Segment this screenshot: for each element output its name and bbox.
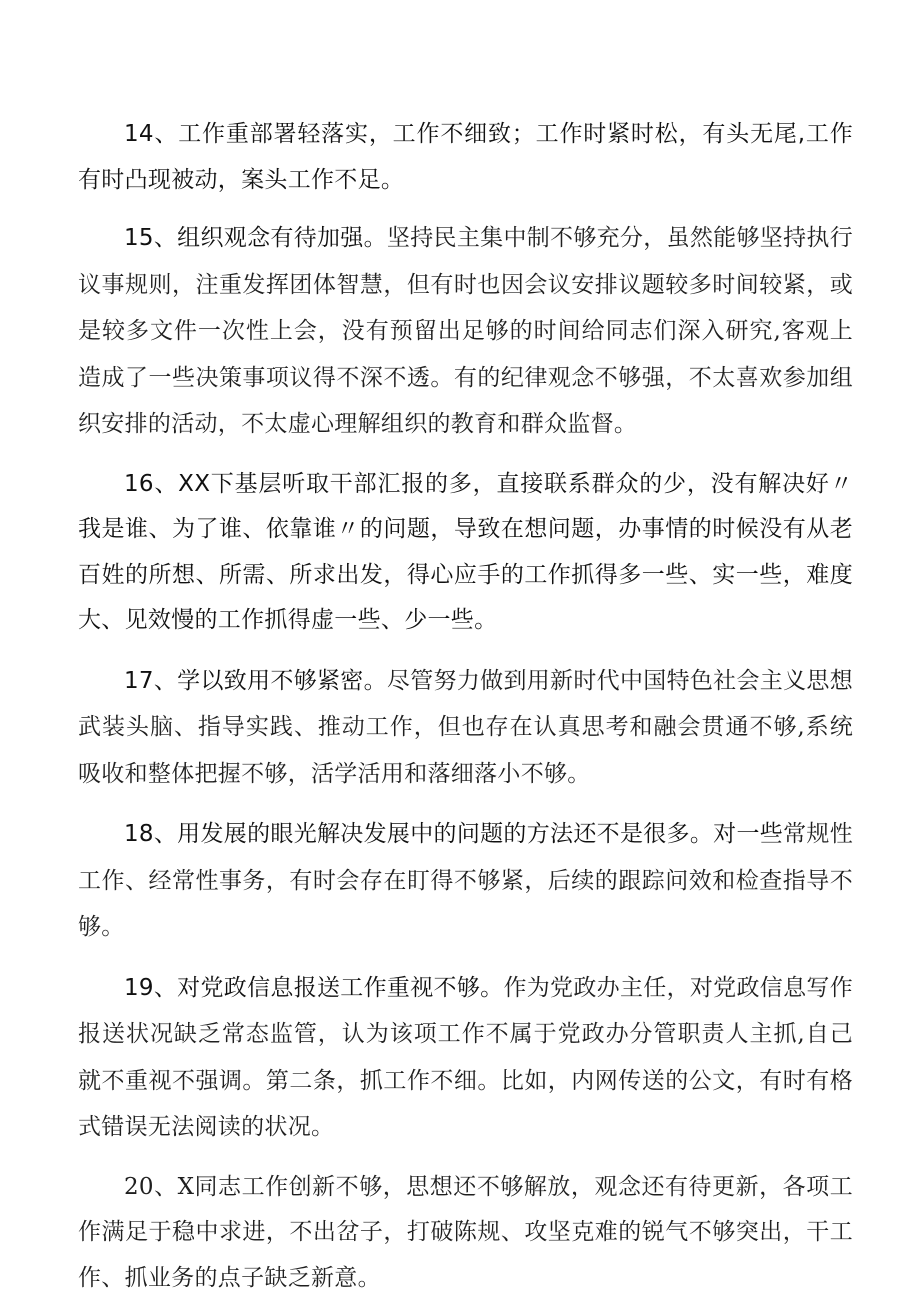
paragraph-20-text: 20、X同志工作创新不够，思想还不够解放，观念还有待更新，各项工作满足于稳中求进，不出岔子，打破陈规、攻坚克难的锐气不够突出，干工作、抓业务的点子缺乏新意。: [78, 1173, 853, 1291]
paragraph-19: [78, 965, 853, 1151]
paragraph-16-text: 16、XX下基层听取干部汇报的多，直接联系群众的少，没有解决好〃我是谁、为了谁、依靠谁〃的问题，导致在想问题，办事情的时候没有从老百姓的所想、所需、所求出发，得心应手的工作抓得多一些、实一些，难度大、见效慢的工作抓得虚一些、少一些。: [78, 470, 853, 633]
paragraph-17-lead: 17、学以致用不够紧密。: [124, 667, 387, 694]
paragraph-19-text: 作为党政办主任，对党政信息写作报送状况缺乏常态监管，认为该项工作不属于党政办分管职责人主抓,自己就不重视不强调。第二条，抓工作不细。比如，内网传送的公文，有时有格式错误无法阅读的状况。: [78, 974, 853, 1140]
paragraph-18: [78, 811, 853, 951]
paragraph-19-lead: 19、对党政信息报送工作重视不够。: [124, 974, 504, 1001]
document-page: [78, 112, 853, 1301]
paragraph-15: [78, 215, 853, 448]
paragraph-20: [78, 1165, 853, 1301]
paragraph-18-lead: 18、用发展的眼光解决发展中的问题的方法还不是很多。对一些: [124, 821, 784, 847]
paragraph-18-text: 常规性工作、经常性事务，有时会存在盯得不够紧，后续的跟踪问效和检查指导不够。: [78, 821, 854, 940]
paragraph-16: [78, 462, 853, 644]
paragraph-14-text: 14、工作重部署轻落实，工作不细致；工作时紧时松，有头无尾,工作有时凸现被动，案头工作不足。: [78, 121, 853, 193]
paragraph-14: [78, 112, 853, 203]
paragraph-17: [78, 658, 853, 798]
paragraph-15-lead: 15、组织观念有待加强。: [124, 225, 387, 251]
paragraph-17-text: 尽管努力做到用新时代中国特色社会主义思想武装头脑、指导实践、推动工作，但也存在认真思考和融会贯通不够,系统吸收和整体把握不够，活学活用和落细落小不够。: [78, 667, 854, 787]
paragraph-15-text: 坚持民主集中制不够充分，虽然能够坚持执行议事规则，注重发挥团体智慧，但有时也因会议安排议题较多时间较紧，或是较多文件一次性上会，没有预留出足够的时间给同志们深入研究,客观上造成了一些决策事项议得不深不透。有的纪律观念不够强，不太喜欢参加组织安排的活动，不太虚心理解组织的教育和群众监督。: [78, 225, 854, 437]
